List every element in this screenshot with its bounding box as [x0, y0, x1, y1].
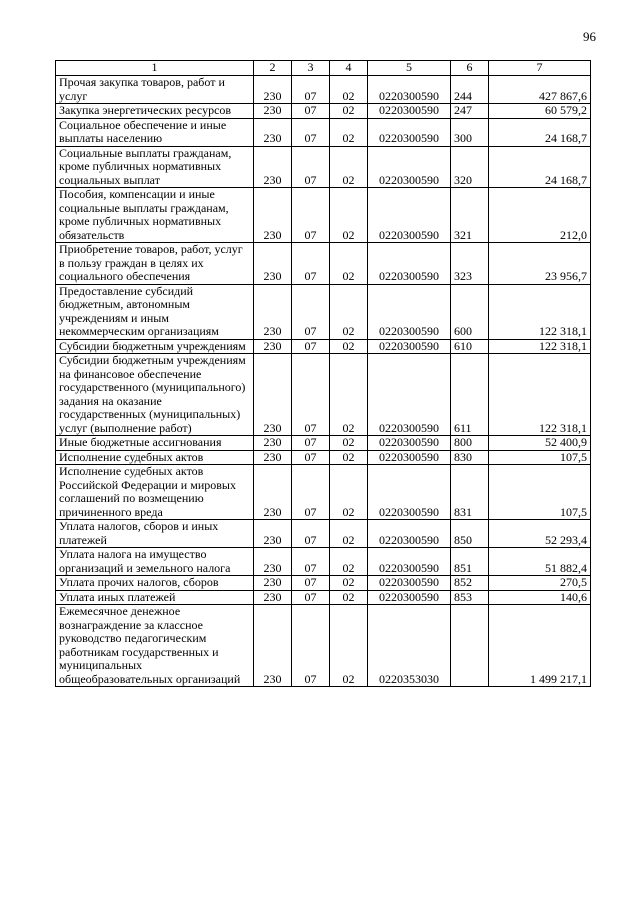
- cell-target-article: 0220300590: [368, 118, 451, 146]
- cell-section: 07: [292, 146, 330, 188]
- row-name: Субсидии бюджетным учреждениям: [56, 339, 254, 354]
- cell-section: 07: [292, 243, 330, 285]
- row-name: Уплата налога на имущество организаций и земельного налога: [56, 548, 254, 576]
- cell-expense-type: 244: [451, 76, 489, 104]
- cell-expense-type: 831: [451, 465, 489, 520]
- table-row: [56, 243, 591, 285]
- table-row: [56, 118, 591, 146]
- page-number: 96: [583, 29, 596, 44]
- cell-target-article: 0220300590: [368, 104, 451, 119]
- cell-code-2: 230: [254, 548, 292, 576]
- row-name: Исполнение судебных актов Российской Федерации и мировых соглашений по возмещению причиненного вреда: [56, 465, 254, 520]
- cell-subsection: 02: [330, 354, 368, 436]
- cell-amount: 52 293,4: [489, 520, 591, 548]
- cell-section: 07: [292, 465, 330, 520]
- cell-target-article: 0220300590: [368, 76, 451, 104]
- cell-section: 07: [292, 605, 330, 687]
- cell-code-2: 230: [254, 243, 292, 285]
- column-header: 7: [489, 61, 591, 76]
- table-row: [56, 188, 591, 243]
- budget-table: [55, 60, 591, 687]
- cell-subsection: 02: [330, 339, 368, 354]
- cell-section: 07: [292, 436, 330, 451]
- table-row: [56, 465, 591, 520]
- cell-expense-type: 610: [451, 339, 489, 354]
- cell-code-2: 230: [254, 146, 292, 188]
- row-name: Предоставление субсидий бюджетным, автономным учреждениям и иным некоммерческим организациям: [56, 284, 254, 339]
- cell-amount: 60 579,2: [489, 104, 591, 119]
- cell-section: 07: [292, 339, 330, 354]
- cell-expense-type: 323: [451, 243, 489, 285]
- cell-amount: 270,5: [489, 576, 591, 591]
- cell-target-article: 0220300590: [368, 284, 451, 339]
- cell-expense-type: 300: [451, 118, 489, 146]
- cell-subsection: 02: [330, 118, 368, 146]
- cell-expense-type: 611: [451, 354, 489, 436]
- cell-amount: 122 318,1: [489, 354, 591, 436]
- table-row: [56, 548, 591, 576]
- cell-section: 07: [292, 548, 330, 576]
- cell-section: 07: [292, 450, 330, 465]
- column-header: 4: [330, 61, 368, 76]
- cell-amount: 24 168,7: [489, 118, 591, 146]
- cell-section: 07: [292, 76, 330, 104]
- cell-code-2: 230: [254, 339, 292, 354]
- cell-expense-type: 851: [451, 548, 489, 576]
- cell-subsection: 02: [330, 605, 368, 687]
- table-row: [56, 146, 591, 188]
- table-row: [56, 284, 591, 339]
- cell-code-2: 230: [254, 76, 292, 104]
- cell-target-article: 0220300590: [368, 450, 451, 465]
- table-row: [56, 520, 591, 548]
- cell-target-article: 0220300590: [368, 465, 451, 520]
- cell-amount: 212,0: [489, 188, 591, 243]
- cell-expense-type: 800: [451, 436, 489, 451]
- row-name: Пособия, компенсации и иные социальные выплаты гражданам, кроме публичных нормативных обязательств: [56, 188, 254, 243]
- row-name: Прочая закупка товаров, работ и услуг: [56, 76, 254, 104]
- cell-section: 07: [292, 118, 330, 146]
- cell-amount: 23 956,7: [489, 243, 591, 285]
- cell-code-2: 230: [254, 520, 292, 548]
- cell-subsection: 02: [330, 284, 368, 339]
- column-header: 2: [254, 61, 292, 76]
- table-row: [56, 339, 591, 354]
- table-row: [56, 590, 591, 605]
- row-name: Закупка энергетических ресурсов: [56, 104, 254, 119]
- cell-expense-type: 853: [451, 590, 489, 605]
- cell-amount: 107,5: [489, 465, 591, 520]
- cell-section: 07: [292, 590, 330, 605]
- table-row: [56, 450, 591, 465]
- cell-code-2: 230: [254, 465, 292, 520]
- cell-amount: 427 867,6: [489, 76, 591, 104]
- cell-section: 07: [292, 104, 330, 119]
- cell-code-2: 230: [254, 605, 292, 687]
- table-row: [56, 576, 591, 591]
- cell-subsection: 02: [330, 520, 368, 548]
- cell-target-article: 0220300590: [368, 243, 451, 285]
- cell-subsection: 02: [330, 436, 368, 451]
- cell-expense-type: 247: [451, 104, 489, 119]
- row-name: Уплата иных платежей: [56, 590, 254, 605]
- cell-expense-type: 321: [451, 188, 489, 243]
- cell-code-2: 230: [254, 354, 292, 436]
- header-row: [56, 61, 591, 76]
- cell-code-2: 230: [254, 104, 292, 119]
- cell-amount: 122 318,1: [489, 284, 591, 339]
- row-name: Исполнение судебных актов: [56, 450, 254, 465]
- cell-target-article: 0220300590: [368, 576, 451, 591]
- cell-subsection: 02: [330, 188, 368, 243]
- cell-subsection: 02: [330, 146, 368, 188]
- cell-subsection: 02: [330, 243, 368, 285]
- table-row: [56, 104, 591, 119]
- column-header: 5: [368, 61, 451, 76]
- row-name: Ежемесячное денежное вознаграждение за классное руководство педагогическим работникам государственных и муниципальных общеобразовательных организаций: [56, 605, 254, 687]
- cell-section: 07: [292, 354, 330, 436]
- cell-target-article: 0220300590: [368, 354, 451, 436]
- table-row: [56, 605, 591, 687]
- cell-amount: 1 499 217,1: [489, 605, 591, 687]
- cell-target-article: 0220300590: [368, 520, 451, 548]
- cell-code-2: 230: [254, 284, 292, 339]
- cell-subsection: 02: [330, 576, 368, 591]
- cell-subsection: 02: [330, 450, 368, 465]
- cell-amount: 107,5: [489, 450, 591, 465]
- cell-amount: 52 400,9: [489, 436, 591, 451]
- cell-expense-type: 600: [451, 284, 489, 339]
- cell-subsection: 02: [330, 590, 368, 605]
- cell-subsection: 02: [330, 548, 368, 576]
- row-name: Уплата налогов, сборов и иных платежей: [56, 520, 254, 548]
- cell-subsection: 02: [330, 104, 368, 119]
- row-name: Уплата прочих налогов, сборов: [56, 576, 254, 591]
- cell-target-article: 0220300590: [368, 436, 451, 451]
- cell-target-article: 0220300590: [368, 146, 451, 188]
- cell-expense-type: 852: [451, 576, 489, 591]
- cell-code-2: 230: [254, 436, 292, 451]
- row-name: Социальные выплаты гражданам, кроме публичных нормативных социальных выплат: [56, 146, 254, 188]
- cell-expense-type: 320: [451, 146, 489, 188]
- cell-amount: 140,6: [489, 590, 591, 605]
- cell-code-2: 230: [254, 188, 292, 243]
- table-row: [56, 76, 591, 104]
- column-header: 1: [56, 61, 254, 76]
- cell-code-2: 230: [254, 450, 292, 465]
- cell-section: 07: [292, 188, 330, 243]
- table-body: [56, 76, 591, 687]
- cell-subsection: 02: [330, 76, 368, 104]
- cell-expense-type: 830: [451, 450, 489, 465]
- column-header: 6: [451, 61, 489, 76]
- cell-section: 07: [292, 520, 330, 548]
- cell-amount: 122 318,1: [489, 339, 591, 354]
- cell-amount: 51 882,4: [489, 548, 591, 576]
- cell-amount: 24 168,7: [489, 146, 591, 188]
- cell-code-2: 230: [254, 118, 292, 146]
- cell-code-2: 230: [254, 590, 292, 605]
- cell-target-article: 0220300590: [368, 548, 451, 576]
- cell-target-article: 0220353030: [368, 605, 451, 687]
- row-name: Иные бюджетные ассигнования: [56, 436, 254, 451]
- column-header: 3: [292, 61, 330, 76]
- cell-expense-type: 850: [451, 520, 489, 548]
- table-row: [56, 436, 591, 451]
- row-name: Приобретение товаров, работ, услуг в пользу граждан в целях их социального обеспечения: [56, 243, 254, 285]
- cell-target-article: 0220300590: [368, 339, 451, 354]
- cell-section: 07: [292, 576, 330, 591]
- cell-expense-type: [451, 605, 489, 687]
- cell-target-article: 0220300590: [368, 188, 451, 243]
- cell-section: 07: [292, 284, 330, 339]
- cell-subsection: 02: [330, 465, 368, 520]
- cell-target-article: 0220300590: [368, 590, 451, 605]
- cell-code-2: 230: [254, 576, 292, 591]
- table-row: [56, 354, 591, 436]
- row-name: Социальное обеспечение и иные выплаты населению: [56, 118, 254, 146]
- row-name: Субсидии бюджетным учреждениям на финансовое обеспечение государственного (муниципального) задания на оказание государственных (муниципальных) услуг (выполнение работ): [56, 354, 254, 436]
